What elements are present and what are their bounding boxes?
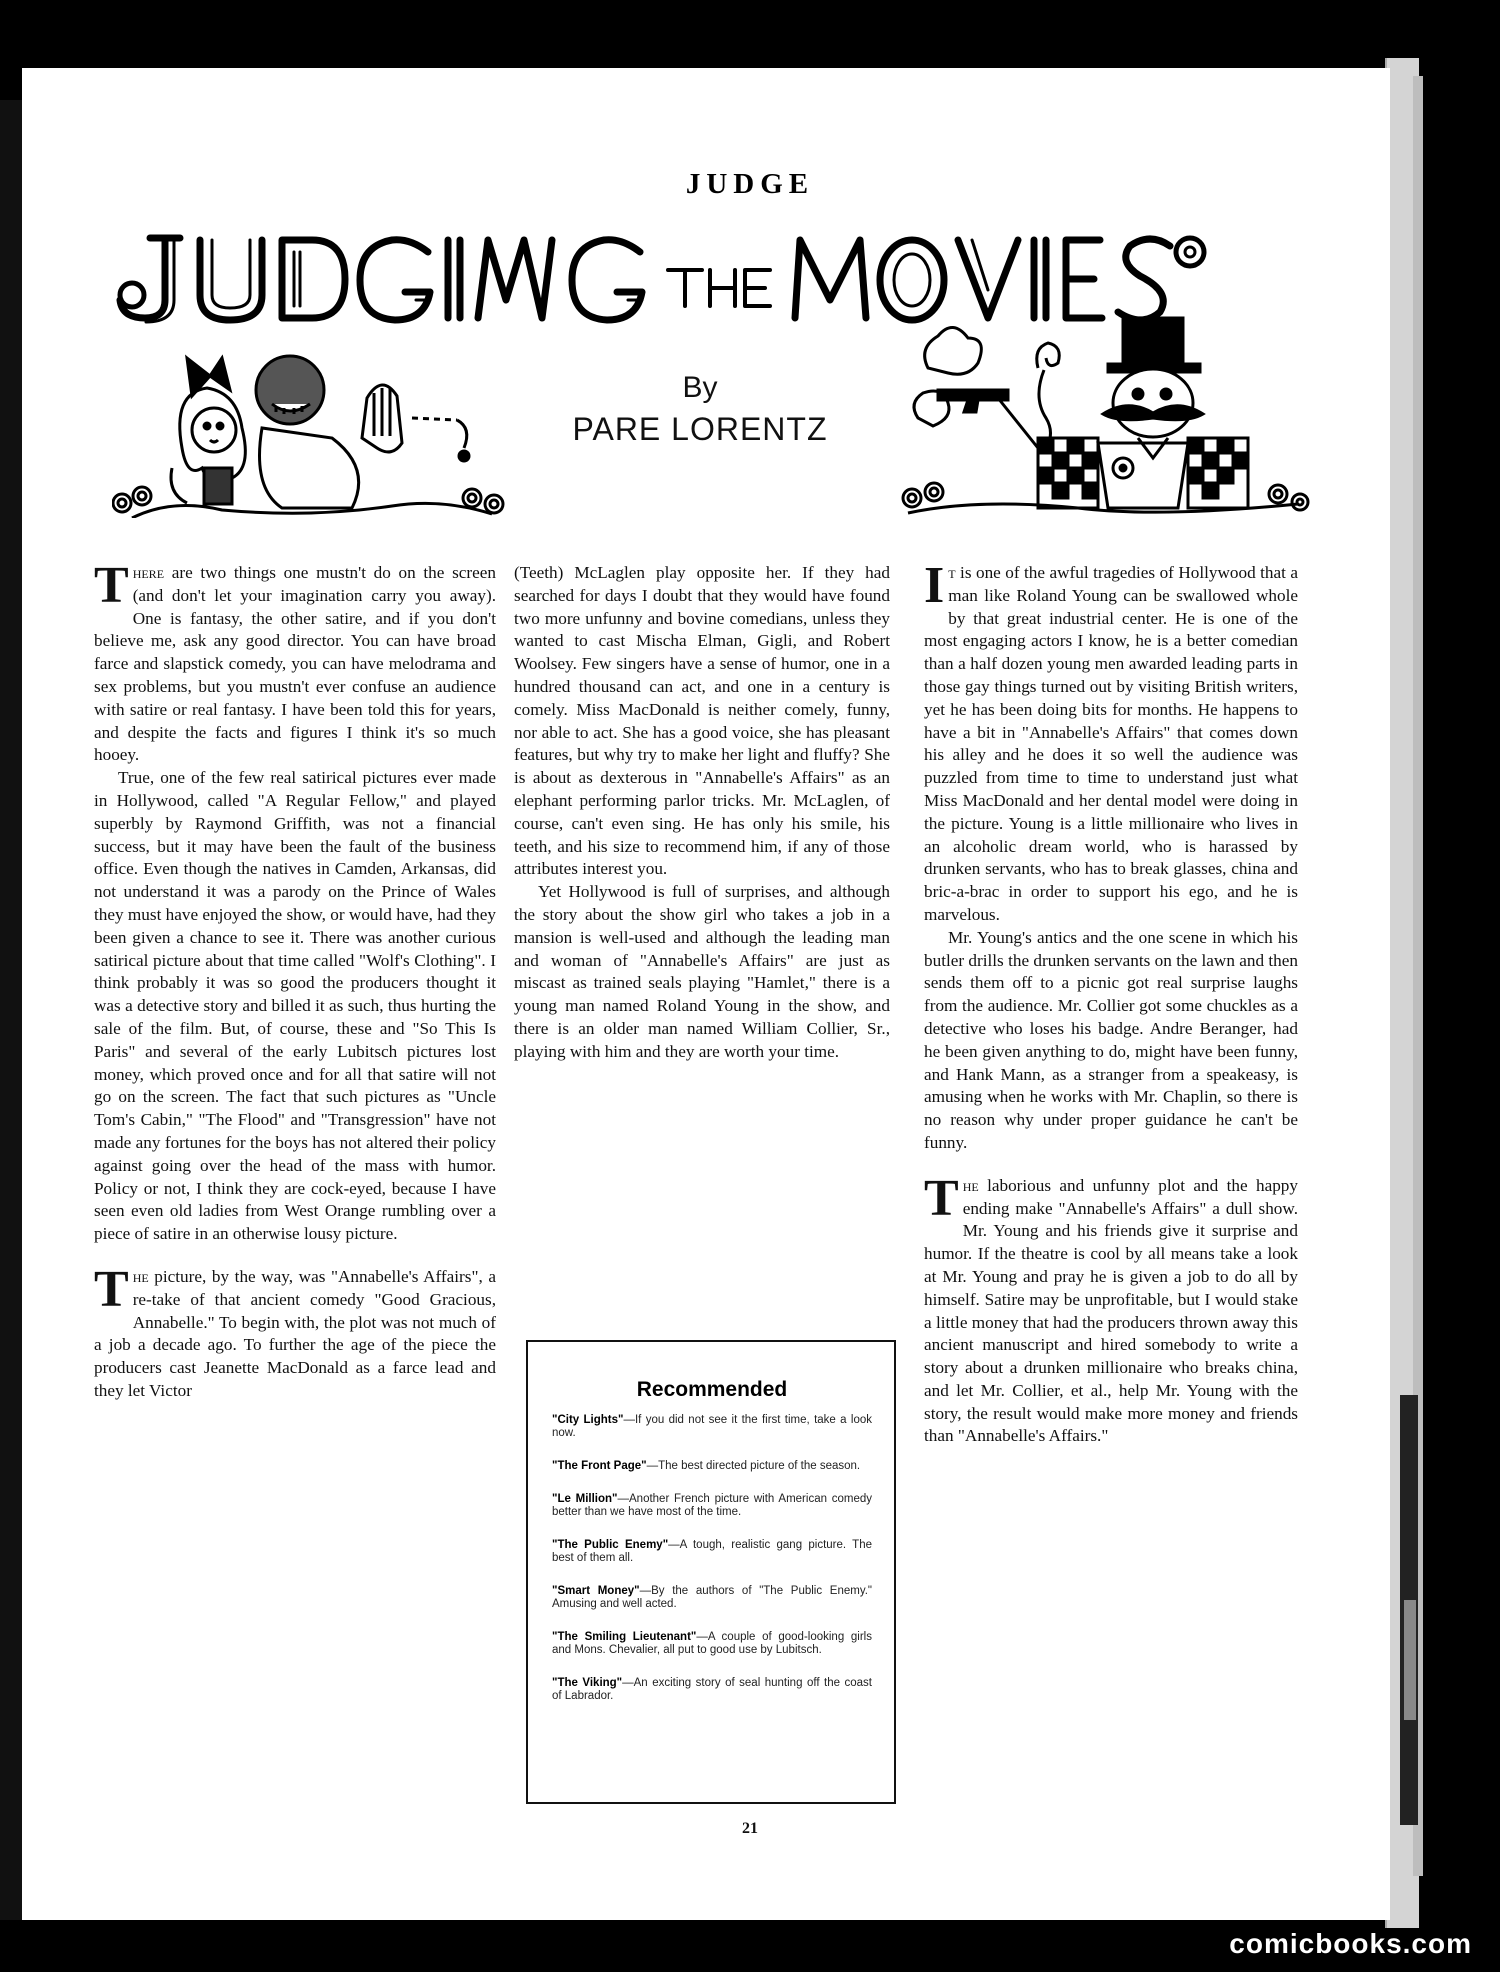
- recommended-film-title: "Smart Money": [552, 1585, 640, 1597]
- small-caps-lead: t: [948, 563, 956, 582]
- paragraph: [94, 1260, 496, 1403]
- recommended-item: [552, 1677, 872, 1703]
- recommended-item: [552, 1460, 872, 1473]
- small-caps-lead: here: [132, 563, 165, 582]
- paragraph: [924, 557, 1298, 927]
- author-name: PARE LORENTZ: [572, 411, 828, 447]
- drop-cap: I: [924, 557, 945, 614]
- paragraph: (Teeth) McLaglen play opposite her. If they had searched for days I doubt that they would have found two more unfunny and bovine comedians, unless they wanted to cast Mischa Elman, Gigli, and Robert Woolsey. Few singers have a sense of humor, one in a hundred thousand can act, and one in a century is comely. Miss MacDonald is neither comely, funny, nor able to act. She has a good voice, she has pleasant features, but why try to make her light and fluffy? She is about as dexterous in "Annabelle's Affairs" as an elephant performing parlor tricks. Mr. McLaglen, of course, can't even sing. He has only his smile, his teeth, and his size to recommend him, if any of those attributes interest you.: [514, 563, 890, 879]
- recommended-film-title: "Le Million": [552, 1493, 618, 1505]
- recommended-item: [552, 1631, 872, 1657]
- page-number: 21: [742, 1820, 758, 1837]
- byline-by: By: [682, 371, 718, 404]
- paragraph: Mr. Young's antics and the one scene in which his butler drills the drunken servants on the lawn and then sends them off to a picnic got real surprise laughs from the audience. Mr. Collier got some chuckles as a detective who loses his badge. Andre Beranger, had he been given anything to do, might have been funny, and Hank Mann, as a stranger from a speakeasy, is amusing when he works with Mr. Chaplin, so there is no reason why under proper guidance he can't be funny.: [924, 927, 1298, 1152]
- recommended-item: [552, 1585, 872, 1611]
- paragraph: [94, 557, 496, 767]
- paragraph-text: laborious and unfunny plot and the happy ending make "Annabelle's Affairs" a dull show. Mr. Young and his friends give it surprise and humor. If the theatre is cool by all means take a look at Mr. Young and pray he is given a job to do all by himself. Satire may be unprofitable, but I would stake a little money that had the producers thrown away this ancient manuscript and hired somebody to write a story about a drunken millionaire who breaks china, and let Mr. Collier, et al., help Mr. Young with the story, the result would make more money and friends than "Annabelle's Affairs.": [924, 1175, 1298, 1446]
- site-watermark: comicbooks.com: [1229, 1928, 1472, 1959]
- recommended-film-desc: —A couple of good-looking girls and Mons. Chevalier, all put to good use by Lubitsch.: [552, 1631, 872, 1656]
- recommended-film-title: "The Front Page": [552, 1460, 647, 1472]
- recommended-film-desc: —By the authors of "The Public Enemy." Amusing and well acted.: [552, 1585, 872, 1610]
- magazine-name: JUDGE: [685, 168, 815, 200]
- paragraph-text: are two things one mustn't do on the screen (and don't let your imagination carry you away). One is fantasy, the other satire, and if you don't believe me, ask any good director. You can have broad farce and slapstick comedy, you can have melodrama and sex problems, but you mustn't ever confuse an audience with satire or real fantasy. I have been told this for years, and despite the facts and figures I think it's so much hooey.: [94, 563, 496, 765]
- recommended-film-title: "The Public Enemy": [552, 1539, 669, 1551]
- paragraph: Yet Hollywood is full of surprises, and although the story about the show girl who takes a job in a mansion is well-used and although the leading man and woman of "Annabelle's Affairs" are just as miscast as trained seals playing "Hamlet," there is a young man named Roland Young in the show, and there is an older man named William Collier, Sr., playing with him and they are worth your time.: [514, 882, 890, 1061]
- cartoon-villain-illustration: [898, 308, 1310, 520]
- recommended-film-title: "City Lights": [552, 1414, 624, 1426]
- drop-cap: T: [924, 1169, 959, 1227]
- recommended-list: [552, 1414, 872, 1703]
- drop-cap: T: [94, 557, 129, 614]
- article-column-2: [514, 562, 890, 1064]
- recommended-film-title: "The Smiling Lieutenant": [552, 1631, 697, 1643]
- byline: [520, 368, 880, 450]
- cartoon-couple-illustration: [112, 318, 512, 518]
- article-column-3: [924, 557, 1298, 1448]
- recommended-film-desc: —If you did not see it the first time, take a look now.: [552, 1414, 872, 1439]
- article-column-1: [94, 557, 496, 1403]
- recommended-item: [552, 1539, 872, 1565]
- title-lettering: [0, 0, 1500, 330]
- recommended-film-desc: —Another French picture with American comedy better than we have most of the time.: [552, 1493, 873, 1518]
- recommended-film-title: "The Viking": [552, 1677, 623, 1689]
- paragraph-text: is one of the awful tragedies of Hollywood that a man like Roland Young can be swallowed whole by that great industrial center. He is one of the most engaging actors I know, he is a better comedian than a half dozen young men awarded leading parts in those gay things turned out by visiting British writers, yet he has been doing bits for months. He happens to have a bit in "Annabelle's Affairs" that comes down his alley and he does it so well the audience was puzzled from time to time to understand just what Miss MacDonald and her dental model were doing in the picture. Young is a little millionaire who lives in an alcoholic dream world, who is harassed by drunken servants, who has to break glasses, china and bric-a-brac in order to support his ego, and he is marvelous.: [924, 563, 1298, 924]
- paragraph-text: picture, by the way, was "Annabelle's Affairs", a re-take of that ancient comedy "Good Gracious, Annabelle." To begin with, the plot was not much of a job a decade ago. To further the age of the piece the producers cast Jeanette MacDonald as a farce lead and they let Victor: [94, 1266, 496, 1400]
- recommended-item: [552, 1493, 872, 1519]
- recommended-title: Recommended: [636, 1378, 788, 1401]
- drop-cap: T: [94, 1260, 129, 1318]
- recommended-film-desc: —An exciting story of seal hunting off the coast of Labrador.: [552, 1677, 872, 1702]
- paragraph: True, one of the few real satirical pictures ever made in Hollywood, called "A Regular Fellow," and played superbly by Raymond Griffith, was not a financial success, but it may have been the fault of the business office. Even though the natives in Camden, Arkansas, did not understand it was a parody on the Prince of Wales they must have enjoyed the show, or would have, had they been given a chance to see it. There was another curious satirical picture about that time called "Wolf's Clothing". I think probably it was so good the producers thought it was a detective story and billed it as such, thus hurting the sale of the film. But, of course, these and "So This Is Paris" and several of the early Lubitsch pictures lost money, which proved once and for all that satire will not go on the screen. The fact that such pictures as "Uncle Tom's Cabin," "The Flood" and "Transgression" have not made any fortunes for the boys has not altered their policy against going over the head of the mass with humor. Policy or not, I think they are cock-eyed, because I have seen even old ladies from West Orange rumbling over a piece of satire in an otherwise lousy picture.: [94, 768, 496, 1244]
- recommended-film-desc: —A tough, realistic gang picture. The best of them all.: [552, 1539, 872, 1564]
- page-edge-strip-light: [1404, 1600, 1416, 1720]
- recommended-film-desc: —The best directed picture of the season.: [646, 1460, 861, 1472]
- recommended-box: [526, 1340, 896, 1804]
- small-caps-lead: he: [132, 1266, 149, 1286]
- paragraph: [924, 1169, 1298, 1449]
- small-caps-lead: he: [962, 1175, 979, 1195]
- scan-left-edge: [0, 100, 24, 1920]
- recommended-item: [552, 1414, 872, 1440]
